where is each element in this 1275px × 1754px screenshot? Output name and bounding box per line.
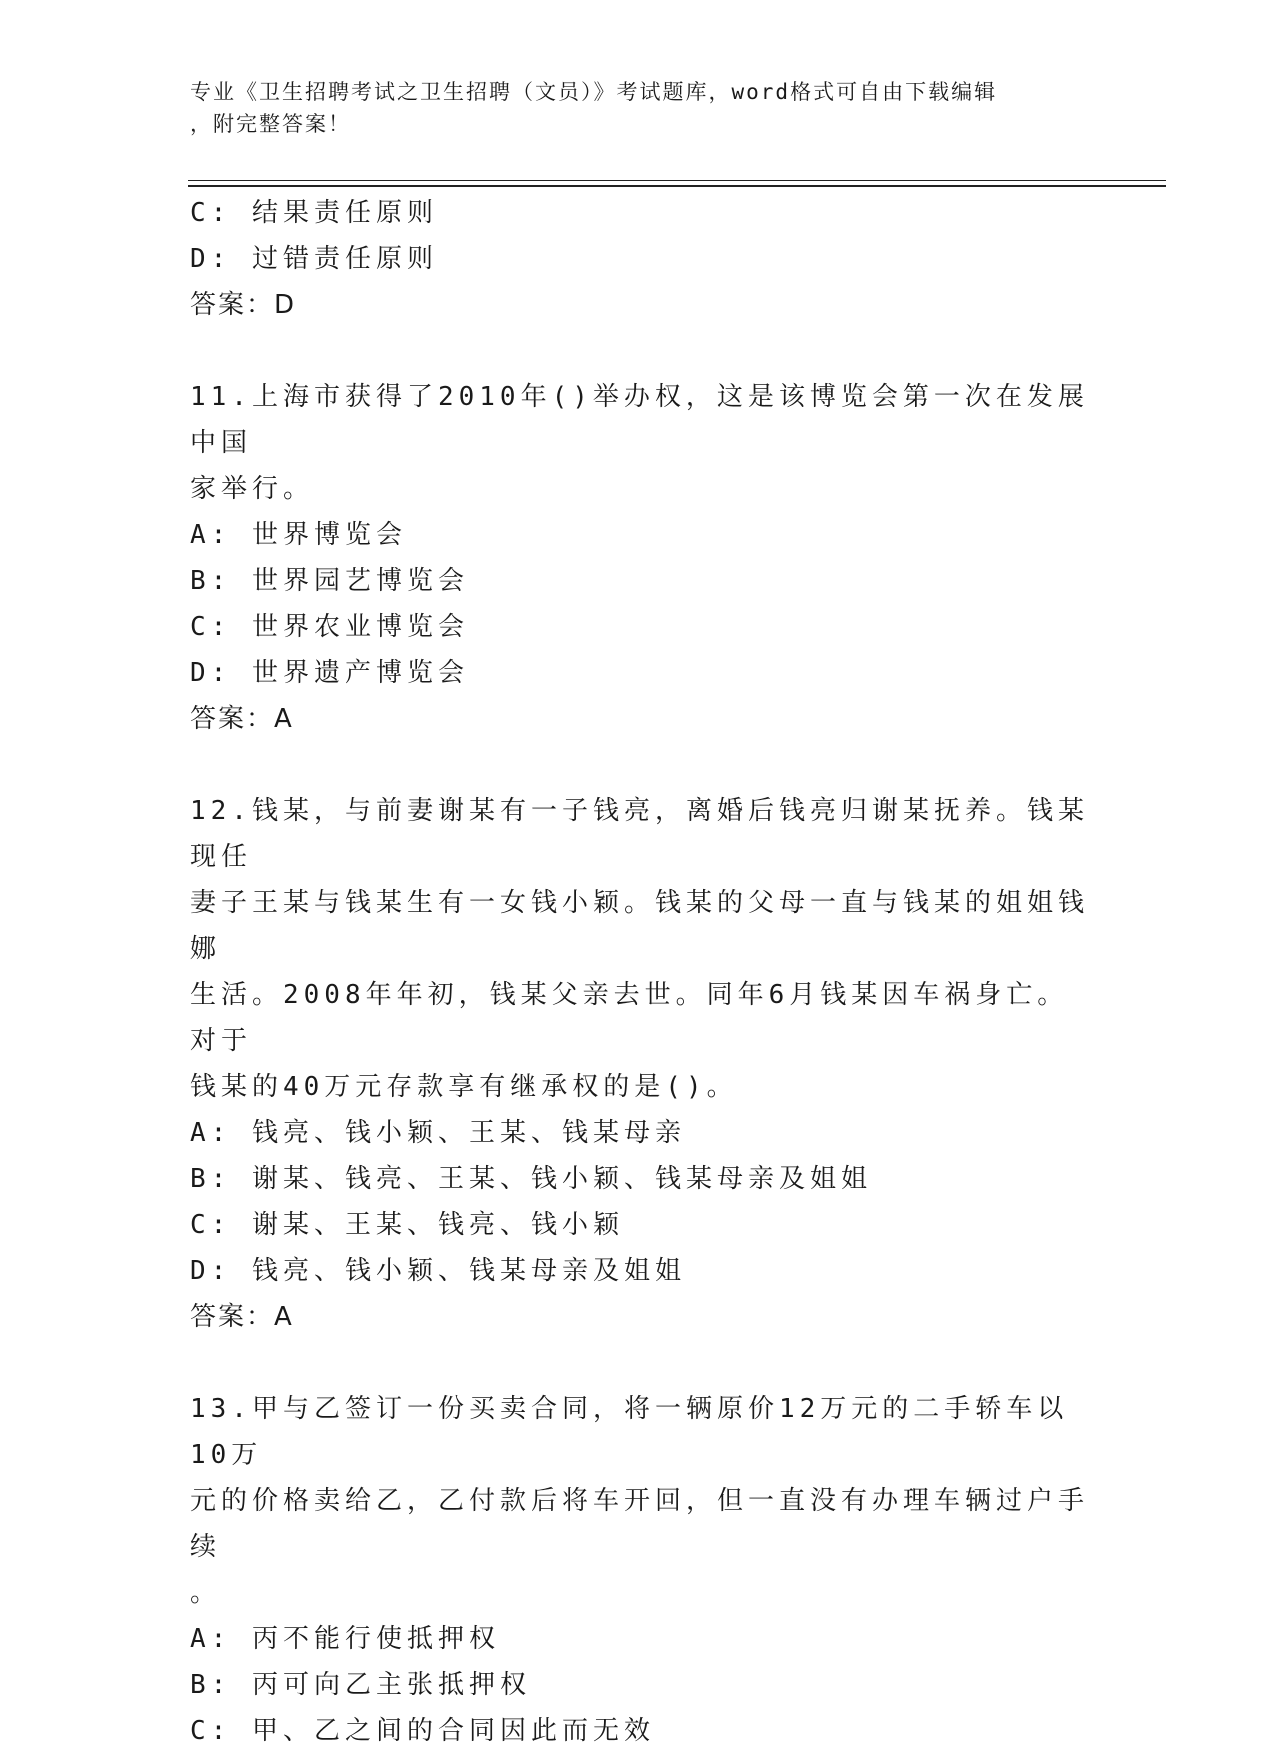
header-rule-thin xyxy=(188,180,1166,181)
option-a: A: 丙不能行使抵押权 xyxy=(190,1624,500,1654)
question-text-line: 元的价格卖给乙，乙付款后将车开回，但一直没有办理车辆过户手续 xyxy=(190,1486,1090,1562)
question-text-line: 生活。2008年年初，钱某父亲去世。同年6月钱某因车祸身亡。对于 xyxy=(190,980,1069,1056)
answer-line: 答案：A xyxy=(190,704,294,734)
answer-line: 答案：A xyxy=(190,1302,294,1332)
spacer xyxy=(190,328,1090,374)
question-text-line: 11.上海市获得了2010年()举办权，这是该博览会第一次在发展中国 xyxy=(190,382,1089,458)
question-text-line: 。 xyxy=(190,1578,222,1608)
option-d: D: 过错责任原则 xyxy=(190,244,438,274)
question-10-tail xyxy=(190,190,1090,328)
question-11 xyxy=(190,374,1090,742)
option-b: B: 丙可向乙主张抵押权 xyxy=(190,1670,531,1700)
question-text-line: 13.甲与乙签订一份买卖合同，将一辆原价12万元的二手轿车以10万 xyxy=(190,1394,1069,1470)
question-text-line: 妻子王某与钱某生有一女钱小颖。钱某的父母一直与钱某的姐姐钱娜 xyxy=(190,888,1090,964)
option-a: A: 钱亮、钱小颖、王某、钱某母亲 xyxy=(190,1118,686,1148)
option-c: C: 甲、乙之间的合同因此而无效 xyxy=(190,1716,655,1746)
answer-line: 答案：D xyxy=(190,290,297,320)
option-d: D: 钱亮、钱小颖、钱某母亲及姐姐 xyxy=(190,1256,686,1286)
spacer xyxy=(190,1340,1090,1386)
document-header xyxy=(190,76,1090,140)
question-12 xyxy=(190,788,1090,1340)
option-b: B: 世界园艺博览会 xyxy=(190,566,469,596)
question-text-line: 12.钱某，与前妻谢某有一子钱亮，离婚后钱亮归谢某抚养。钱某现任 xyxy=(190,796,1089,872)
header-line-2: ，附完整答案！ xyxy=(190,112,351,136)
option-d: D: 世界遗产博览会 xyxy=(190,658,469,688)
option-b: B: 谢某、钱亮、王某、钱小颖、钱某母亲及姐姐 xyxy=(190,1164,872,1194)
option-a: A: 世界博览会 xyxy=(190,520,407,550)
question-13 xyxy=(190,1386,1090,1754)
header-line-1: 专业《卫生招聘考试之卫生招聘（文员）》考试题库，word格式可自由下载编辑 xyxy=(190,80,998,104)
option-c: C: 结果责任原则 xyxy=(190,198,438,228)
document-body xyxy=(190,190,1090,1754)
question-text-line: 家举行。 xyxy=(190,474,315,504)
spacer xyxy=(190,742,1090,788)
option-c: C: 世界农业博览会 xyxy=(190,612,469,642)
option-c: C: 谢某、王某、钱亮、钱小颖 xyxy=(190,1210,624,1240)
question-text-line: 钱某的40万元存款享有继承权的是()。 xyxy=(190,1072,738,1102)
header-rule-thick xyxy=(188,185,1166,187)
